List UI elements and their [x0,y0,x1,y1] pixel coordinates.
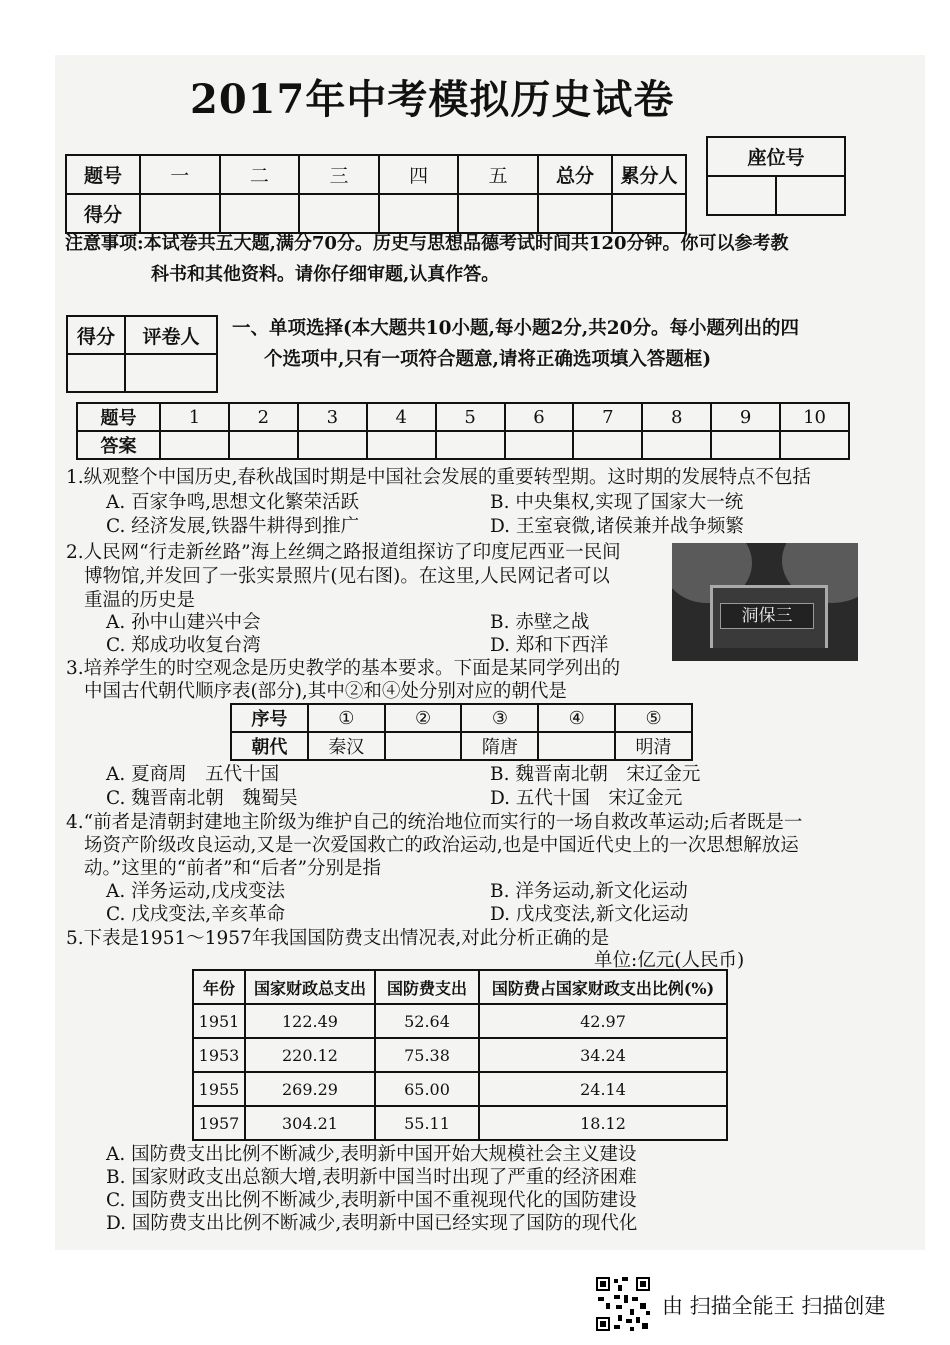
defense-cell: 304.21 [245,1106,375,1140]
defense-cell: 18.12 [479,1106,727,1140]
section-line: 个选项中,只有一项符合题意,请将正确选项填入答题框) [264,349,712,370]
dynasty-table [230,703,693,761]
grader-score-label: 得分 [67,316,125,354]
defense-cell: 34.24 [479,1038,727,1072]
answer-cell[interactable] [642,431,711,459]
q4-option-b: B. 洋务运动,新文化运动 [490,881,688,902]
page-title: 2017年中考模拟历史试卷 [190,76,675,123]
q3-option-a: A. 夏商周 五代十国 [106,764,280,785]
score-header-cell: 累分人 [612,155,686,194]
defense-cell: 1957 [193,1106,245,1140]
answer-cell[interactable] [505,431,574,459]
q1-option-b: B. 中央集权,实现了国家大一统 [490,492,744,513]
q3-option-b: B. 魏晋南北朝 宋辽金元 [490,764,701,785]
q5-option-d: D. 国防费支出比例不断减少,表明新中国已经实现了国防的现代化 [106,1213,638,1234]
score-header-cell: 一 [140,155,220,194]
q2-option-d: D. 郑和下西洋 [490,635,609,656]
answer-number: 9 [711,403,780,431]
defense-header-cell: 国防费支出 [375,970,479,1004]
defense-cell: 52.64 [375,1004,479,1038]
q1-option-c: C. 经济发展,铁器牛耕得到推广 [106,516,360,537]
grader-score-cell[interactable] [67,354,125,392]
seat-cell[interactable] [707,176,776,215]
qr-code-icon [594,1275,652,1333]
answer-cell[interactable] [573,431,642,459]
notice-line: 科书和其他资料。请你仔细审题,认真作答。 [151,264,500,285]
section-1-heading [232,313,864,375]
grader-name-cell[interactable] [125,354,217,392]
q2-option-a: A. 孙中山建兴中会 [106,612,261,633]
dynasty-header-cell: ② [385,704,462,732]
answer-cell[interactable] [780,431,849,459]
q3-option-c: C. 魏晋南北朝 魏蜀吴 [106,788,298,809]
answer-number: 5 [436,403,505,431]
answer-number: 1 [160,403,229,431]
defense-cell: 1951 [193,1004,245,1038]
score-header-cell: 题号 [66,155,140,194]
defense-header-cell: 国防费占国家财政支出比例(%) [479,970,727,1004]
dynasty-header-cell: ① [308,704,385,732]
q4-stem-line: 4.“前者是清朝封建地主阶级为维护自己的统治地位而实行的一场自救改革运动;后者既是一 [66,812,803,833]
answer-header-label: 题号 [77,403,160,431]
answer-number: 3 [298,403,367,431]
answer-row-label: 答案 [77,431,160,459]
dynasty-header-cell: 序号 [231,704,308,732]
answer-number: 7 [573,403,642,431]
q4-stem-line: 场资产阶级改良运动,又是一次爱国救亡的政治运动,也是中国近代史上的一次思想解放运 [84,835,799,856]
score-row-label: 得分 [66,194,140,233]
score-header-cell: 四 [379,155,459,194]
scanner-credit: 由 扫描全能王 扫描创建 [662,1294,886,1318]
dynasty-cell: 隋唐 [461,732,538,760]
q1-stem: 1.纵观整个中国历史,春秋战国时期是中国社会发展的重要转型期。这时期的发展特点不包括 [66,467,812,488]
q4-option-a: A. 洋务运动,戊戌变法 [106,881,286,902]
seat-label: 座位号 [707,137,845,176]
defense-cell: 1953 [193,1038,245,1072]
score-header-cell: 三 [299,155,379,194]
defense-cell: 65.00 [375,1072,479,1106]
answer-cell[interactable] [229,431,298,459]
score-header-cell: 二 [220,155,300,194]
q3-option-d: D. 五代十国 宋辽金元 [490,788,683,809]
answer-cell[interactable] [711,431,780,459]
q2-stem-line: 重温的历史是 [84,590,196,611]
dynasty-header-cell: ④ [538,704,615,732]
defense-cell: 220.12 [245,1038,375,1072]
defense-cell: 1955 [193,1072,245,1106]
answer-table [76,402,850,460]
dynasty-cell: 秦汉 [308,732,385,760]
grader-label: 评卷人 [125,316,217,354]
q3-stem-line: 中国古代朝代顺序表(部分),其中②和④处分别对应的朝代是 [84,681,567,702]
answer-number: 6 [505,403,574,431]
q5-option-a: A. 国防费支出比例不断减少,表明新中国开始大规模社会主义建设 [106,1144,637,1165]
table-row [193,1072,727,1106]
q2-stem-line: 2.人民网“行走新丝路”海上丝绸之路报道组探访了印度尼西亚一民间 [66,542,621,563]
q4-option-c: C. 戊戌变法,辛亥革命 [106,904,286,925]
q2-stem-line: 博物馆,并发回了一张实景照片(见右图)。在这里,人民网记者可以 [84,566,610,587]
museum-photo [672,543,858,661]
table-row [193,1038,727,1072]
defense-cell: 42.97 [479,1004,727,1038]
defense-cell: 122.49 [245,1004,375,1038]
answer-cell[interactable] [367,431,436,459]
answer-number: 4 [367,403,436,431]
q3-stem-line: 3.培养学生的时空观念是历史教学的基本要求。下面是某同学列出的 [66,658,621,679]
defense-header-cell: 国家财政总支出 [245,970,375,1004]
q5-stem: 5.下表是1951～1957年我国国防费支出情况表,对此分析正确的是 [66,928,610,949]
score-header-cell: 总分 [538,155,612,194]
answer-number: 2 [229,403,298,431]
seat-cell[interactable] [776,176,845,215]
q2-option-b: B. 赤壁之战 [490,612,590,633]
dynasty-cell [385,732,462,760]
answer-cell[interactable] [436,431,505,459]
q4-option-d: D. 戊戌变法,新文化运动 [490,904,689,925]
dynasty-header-cell: ③ [461,704,538,732]
score-header-cell: 五 [458,155,538,194]
dynasty-cell: 朝代 [231,732,308,760]
gate-sign: 洞保三 [720,603,814,629]
notice-line: 注意事项:本试卷共五大题,满分70分。历史与思想品德考试时间共120分钟。你可以参考教 [65,233,789,254]
defense-cell: 24.14 [479,1072,727,1106]
defense-header-cell: 年份 [193,970,245,1004]
answer-cell[interactable] [160,431,229,459]
grader-table [66,315,218,393]
dynasty-cell [538,732,615,760]
q4-stem-line: 动。”这里的“前者”和“后者”分别是指 [84,858,382,879]
table-row [193,1106,727,1140]
dynasty-cell: 明清 [615,732,692,760]
defense-cell: 55.11 [375,1106,479,1140]
defense-table [192,969,728,1141]
defense-cell: 75.38 [375,1038,479,1072]
q1-option-a: A. 百家争鸣,思想文化繁荣活跃 [106,492,360,513]
q1-option-d: D. 王室衰微,诸侯兼并战争频繁 [490,516,744,537]
defense-cell: 269.29 [245,1072,375,1106]
section-line: 一、单项选择(本大题共10小题,每小题2分,共20分。每小题列出的四 [232,318,799,339]
notice [65,228,865,290]
q2-option-c: C. 郑成功收复台湾 [106,635,261,656]
dynasty-header-cell: ⑤ [615,704,692,732]
seat-table [706,136,846,216]
q5-option-b: B. 国家财政支出总额大增,表明新中国当时出现了严重的经济困难 [106,1167,637,1188]
q5-unit: 单位:亿元(人民币) [594,950,745,971]
q5-option-c: C. 国防费支出比例不断减少,表明新中国不重视现代化的国防建设 [106,1190,637,1211]
table-row [193,1004,727,1038]
answer-cell[interactable] [298,431,367,459]
score-table [65,154,687,234]
answer-number: 10 [780,403,849,431]
answer-number: 8 [642,403,711,431]
